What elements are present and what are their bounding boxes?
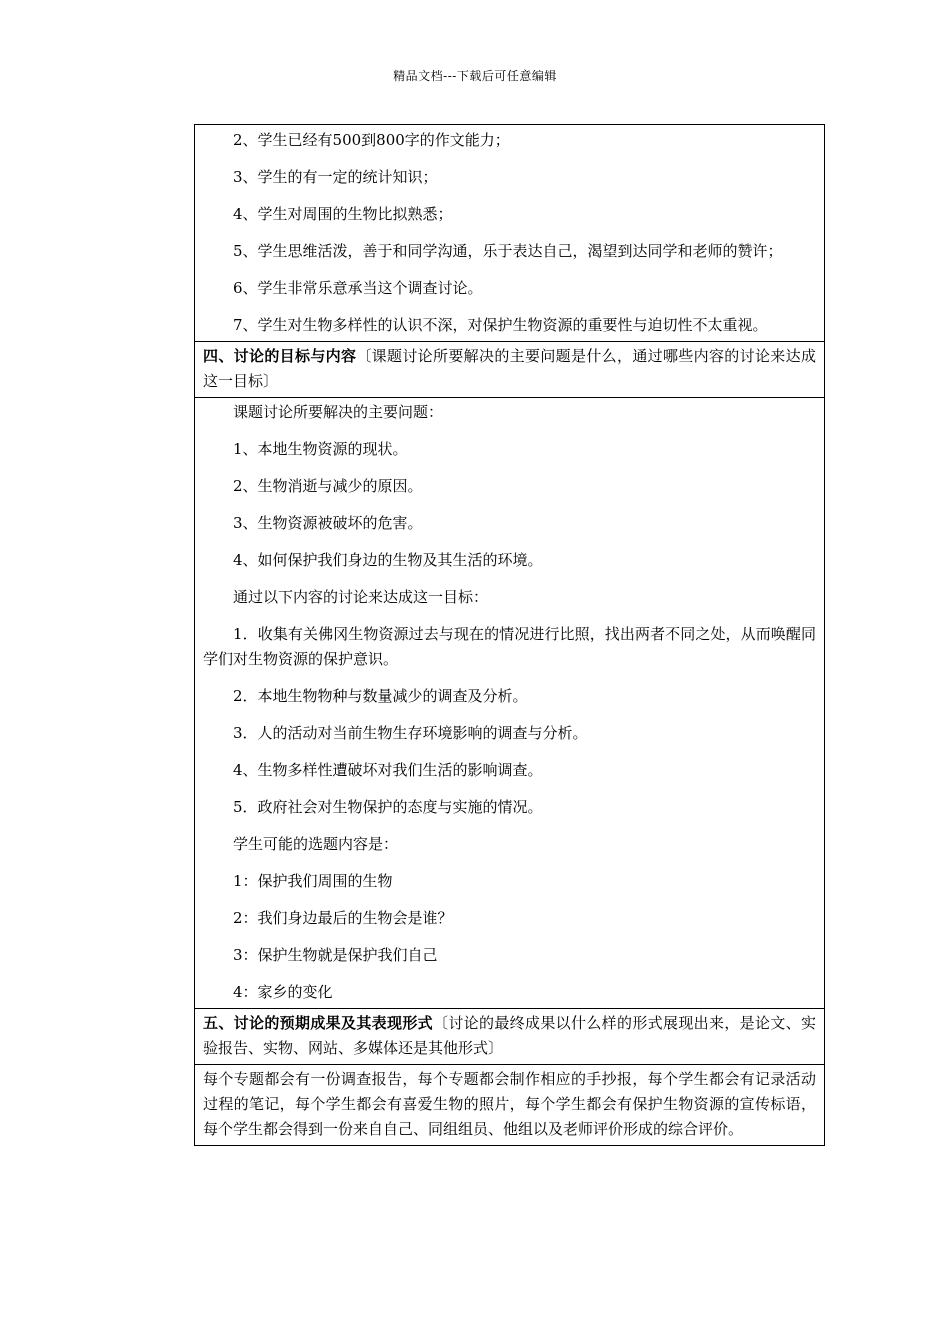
section-4-note: 〔课题讨论所要解决的主要问题是什么，通过哪些内容的讨论来达成这一目标〕 [203, 347, 816, 390]
list-item: 3．人的活动对当前生物生存环境影响的调查与分析。 [233, 724, 588, 742]
list-item: 1、本地生物资源的现状。 [233, 440, 408, 458]
table-row [195, 342, 825, 398]
section-4-content-cell [195, 398, 825, 1009]
list-item: 1：保护我们周围的生物 [233, 872, 393, 890]
table-row [195, 1065, 825, 1146]
table-row [195, 125, 825, 342]
list-item: 1．收集有关佛冈生物资源过去与现在的情况进行比照，找出两者不同之处，从而唤醒同学们对生物资源的保护意识。 [203, 625, 816, 668]
list-item: 4、如何保护我们身边的生物及其生活的环境。 [233, 551, 543, 569]
student-analysis-cell [195, 125, 825, 342]
list-item: 2、学生已经有500到800字的作文能力； [233, 131, 510, 149]
section-4-title: 四、讨论的目标与内容 [203, 347, 357, 365]
section-5-note: 〔讨论的最终成果以什么样的形式展现出来，是论文、实验报告、实物、网站、多媒体还是其他形式〕 [203, 1014, 816, 1057]
list-item: 4：家乡的变化 [233, 983, 333, 1001]
plan-table [194, 124, 825, 1146]
list-item: 3、生物资源被破坏的危害。 [233, 514, 423, 532]
list-item: 2：我们身边最后的生物会是谁？ [233, 909, 453, 927]
list-item: 课题讨论所要解决的主要问题： [233, 403, 444, 421]
section-5-content-cell [195, 1065, 825, 1146]
list-item: 3、学生的有一定的统计知识； [233, 168, 438, 186]
section-5-title: 五、讨论的预期成果及其表现形式 [203, 1014, 433, 1032]
outcome-text: 每个专题都会有一份调查报告，每个专题都会制作相应的手抄报，每个学生都会有记录活动过程的笔记，每个学生都会有喜爱生物的照片，每个学生都会有保护生物资源的宣传标语，每个学生都会得到一份来自自己、同组组员、他组以及老师评价形成的综合评价。 [203, 1070, 816, 1138]
list-item: 5．政府社会对生物保护的态度与实施的情况。 [233, 798, 543, 816]
table-row [195, 1009, 825, 1065]
list-item: 6、学生非常乐意承当这个调查讨论。 [233, 279, 483, 297]
list-item: 4、生物多样性遭破坏对我们生活的影响调查。 [233, 761, 543, 779]
page-header: 精品文档---下载后可任意编辑 [393, 69, 557, 83]
list-item: 通过以下内容的讨论来达成这一目标： [233, 588, 489, 606]
list-item: 2、生物消逝与减少的原因。 [233, 477, 423, 495]
list-item: 5、学生思维活泼，善于和同学沟通，乐于表达自己，渴望到达同学和老师的赞许； [233, 242, 783, 260]
list-item: 3：保护生物就是保护我们自己 [233, 946, 438, 964]
section-5-heading-cell [195, 1009, 825, 1065]
list-item: 7、学生对生物多样性的认识不深，对保护生物资源的重要性与迫切性不太重视。 [233, 316, 768, 334]
list-item: 2．本地生物物种与数量减少的调查及分析。 [233, 687, 528, 705]
list-item: 4、学生对周围的生物比拟熟悉； [233, 205, 453, 223]
table-row [195, 398, 825, 1009]
list-item: 学生可能的选题内容是： [233, 835, 399, 853]
section-4-heading-cell [195, 342, 825, 398]
